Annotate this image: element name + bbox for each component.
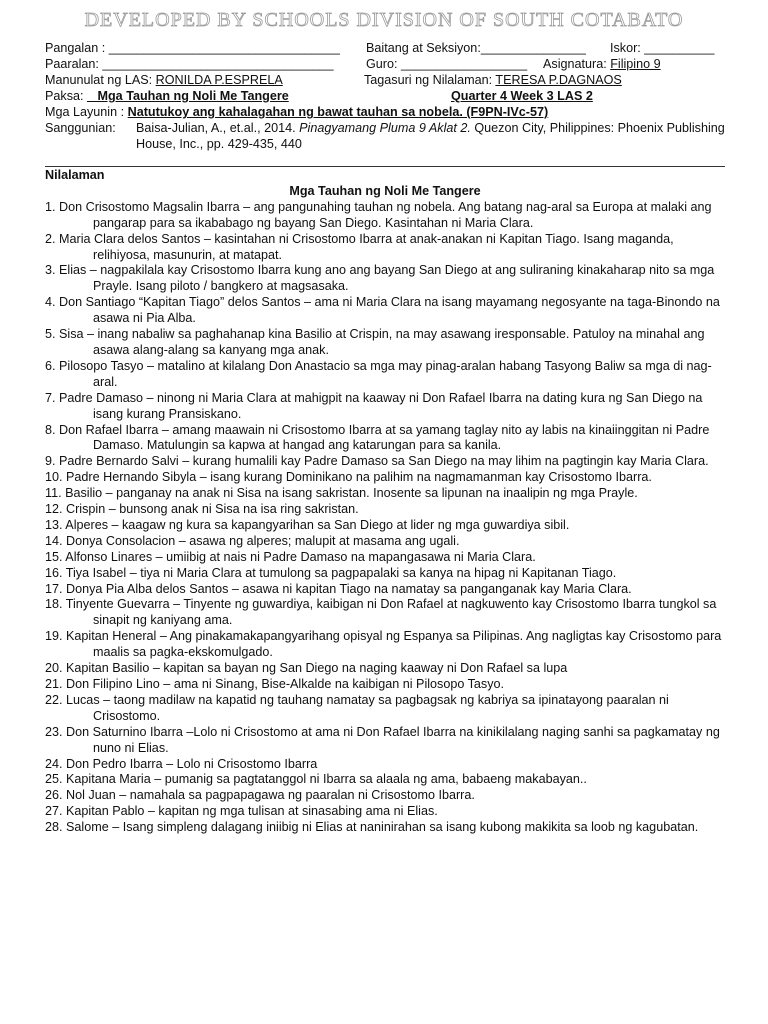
layunin-value: Natutukoy ang kahalagahan ng bawat tauhan sa nobela. (F9PN-IVc-57)	[127, 105, 549, 119]
section-title: Nilalaman	[45, 168, 105, 182]
list-item: 1. Don Crisostomo Magsalin Ibarra – ang pangunahing tauhan ng nobela. Ang batang nag-aral sa Europa at malaki ang pangarap para sa ikababago ng bayang San Diego. Kasintahan ni Maria Clara.	[45, 199, 712, 230]
list-item: 27. Kapitan Pablo – kapitan ng mga tulisan at sinasabing ama ni Elias.	[45, 804, 438, 819]
sanggunian-author: Baisa-Julian, A., et.al., 2014.	[136, 121, 300, 135]
list-item: 3. Elias – nagpakilala kay Crisostomo Ibarra kung ano ang bayang San Diego at ang suliraning kinakaharap nito sa mga Prayle. Isang piloto / bangkero at magsasaka.	[45, 263, 715, 294]
list-item: 18. Tinyente Guevarra – Tinyente ng guwardiya, kaibigan ni Don Rafael at nagkuwento kay Crisostomo Ibarra tungkol sa sinapit ng kaniyang ama.	[45, 597, 717, 628]
list-item: 24. Don Pedro Ibarra – Lolo ni Crisostomo Ibarra	[45, 756, 318, 771]
paksa-value: _ Mga Tauhan ng Noli Me Tangere	[87, 89, 289, 103]
quarter-week-las: Quarter 4 Week 3 LAS 2	[451, 89, 593, 103]
baitang-field: Baitang at Seksiyon:_______________	[366, 41, 586, 55]
character-list	[45, 200, 725, 836]
paaralan-field: Paaralan: _________________________________	[45, 57, 334, 71]
header-row-paksa	[45, 88, 725, 104]
list-item: 9. Padre Bernardo Salvi – kurang humalili kay Padre Damaso sa San Diego na may lihim na pagtingin kay Maria Clara.	[45, 454, 709, 469]
list-item: 7. Padre Damaso – ninong ni Maria Clara at mahigpit na kaaway ni Don Rafael Ibarra na dating kura ng San Diego na isang kurang Pransiskano.	[45, 390, 703, 421]
tagasuri-label: Tagasuri ng Nilalaman:	[364, 73, 496, 87]
watermark-banner: DEVELOPED BY SCHOOLS DIVISION OF SOUTH COTABATO	[84, 9, 684, 31]
list-item: 12. Crispin – bunsong anak ni Sisa na isa ring sakristan.	[45, 502, 359, 517]
list-item: 19. Kapitan Heneral – Ang pinakamakapangyarihang opisyal ng Espanya sa Pilipinas. Ang nagligtas kay Crisostomo para maalis sa pagka-ekskomulgado.	[45, 629, 722, 660]
list-item: 10. Padre Hernando Sibyla – isang kurang Dominikano na palihim na nagmamanman kay Crisostomo Ibarra.	[45, 470, 652, 485]
list-item: 23. Don Saturnino Ibarra –Lolo ni Crisostomo at ama ni Don Rafael Ibarra na kinikilalang naging sanhi sa pagkamatay ng nuno ni Elias.	[45, 724, 720, 755]
list-item: 2. Maria Clara delos Santos – kasintahan ni Crisostomo Ibarra at anak-anakan ni Kapitan Tiago. Isang maganda, relihiyosa, masunurin, at matapat.	[45, 231, 674, 262]
pangalan-field: Pangalan : _________________________________	[45, 41, 340, 55]
list-item: 6. Pilosopo Tasyo – matalino at kilalang Don Anastacio sa mga may pinag-aralan habang Tasyong Baliw sa mga di nag-aral.	[45, 358, 712, 389]
asignatura-field	[543, 56, 661, 72]
manunulat-field	[45, 72, 283, 88]
list-item: 20. Kapitan Basilio – kapitan sa bayan ng San Diego na naging kaaway ni Don Rafael sa lupa	[45, 661, 568, 676]
list-item: 26. Nol Juan – namahala sa pagpapagawa ng paaralan ni Crisostomo Ibarra.	[45, 788, 475, 803]
list-item: 11. Basilio – panganay na anak ni Sisa na isang sakristan. Inosente sa lipunan na inaalipin ng mga Prayle.	[45, 486, 638, 501]
paksa-field	[45, 88, 289, 104]
guro-field: Guro: __________________	[366, 57, 528, 71]
list-item: 16. Tiya Isabel – tiya ni Maria Clara at tumulong sa pagpapalaki sa kanya na hipag ni Kapitanan Tiago.	[45, 565, 617, 580]
layunin-label: Mga Layunin :	[45, 105, 128, 119]
list-item: 14. Donya Consolacion – asawa ng alperes; malupit at masama ang ugali.	[45, 533, 460, 548]
list-item: 28. Salome – Isang simpleng dalagang iniibig ni Elias at naninirahan sa isang kubong makikita sa loob ng kagubatan.	[45, 820, 699, 835]
list-item: 21. Don Filipino Lino – ama ni Sinang, Bise-Alkalde na kaibigan ni Pilosopo Tasyo.	[45, 677, 505, 691]
asignatura-value: Filipino 9	[610, 57, 661, 71]
list-item: 15. Alfonso Linares – umiibig at nais ni Padre Damaso na mapangasawa ni Maria Clara.	[45, 549, 536, 564]
list-item: 25. Kapitana Maria – pumanig sa pagtatanggol ni Ibarra sa alaala ng ama, babaeng makabayan..	[45, 772, 587, 787]
list-item: 4. Don Santiago “Kapitan Tiago” delos Santos – ama ni Maria Clara na isang mayamang negosyante na taga-Binondo na asawa ni Pia Alba.	[45, 295, 720, 326]
sanggunian-publisher: Quezon City, Philippines: Phoenix Publishing House, Inc., pp. 429-435, 440	[136, 121, 725, 151]
list-item: 5. Sisa – inang nabaliw sa paghahanap kina Basilio at Crispin, na may asawang iresponsable. Patuloy na minahal ang asawa alang-alang sa kanyang mga anak.	[45, 327, 705, 357]
list-item: 22. Lucas – taong madilaw na kapatid ng tauhang namatay sa pagbagsak ng kabriya sa ipinatayong paaralan ni Crisostomo.	[45, 692, 669, 723]
sanggunian-block	[45, 120, 725, 152]
manunulat-value: RONILDA P.ESPRELA	[155, 73, 283, 87]
nilalaman-section	[45, 168, 725, 836]
list-title: Mga Tauhan ng Noli Me Tangere	[289, 183, 481, 198]
sanggunian-label: Sanggunian:	[45, 121, 116, 135]
header-row-pangalan	[45, 40, 725, 56]
list-item: 8. Don Rafael Ibarra – amang maawain ni Crisostomo Ibarra at sa yamang taglay nito ay labis na kinaiinggitan ni Padre Damaso. Matulungin sa kapwa at hangad ang katarungan para sa kanila.	[45, 422, 710, 453]
list-item: 17. Donya Pia Alba delos Santos – asawa ni kapitan Tiago na namatay sa panganganak kay Maria Clara.	[45, 581, 632, 596]
section-divider	[45, 166, 725, 167]
header-row-manunulat	[45, 72, 725, 88]
sanggunian-book: Pinagyamang Pluma 9 Aklat 2.	[299, 121, 471, 135]
header-row-paaralan	[45, 56, 725, 72]
iskor-field: Iskor: __________	[610, 41, 715, 55]
list-item: 13. Alperes – kaagaw ng kura sa kapangyarihan sa San Diego at lider ng mga guwardiya sibil.	[45, 517, 570, 532]
tagasuri-value: TERESA P.DAGNAOS	[495, 73, 622, 87]
manunulat-label: Manunulat ng LAS:	[45, 73, 156, 87]
sanggunian-text	[136, 120, 726, 152]
tagasuri-field	[364, 72, 622, 88]
header-row-layunin	[45, 104, 725, 120]
worksheet-header	[45, 40, 725, 152]
asignatura-label: Asignatura:	[543, 57, 611, 71]
paksa-label: Paksa:	[45, 89, 87, 103]
